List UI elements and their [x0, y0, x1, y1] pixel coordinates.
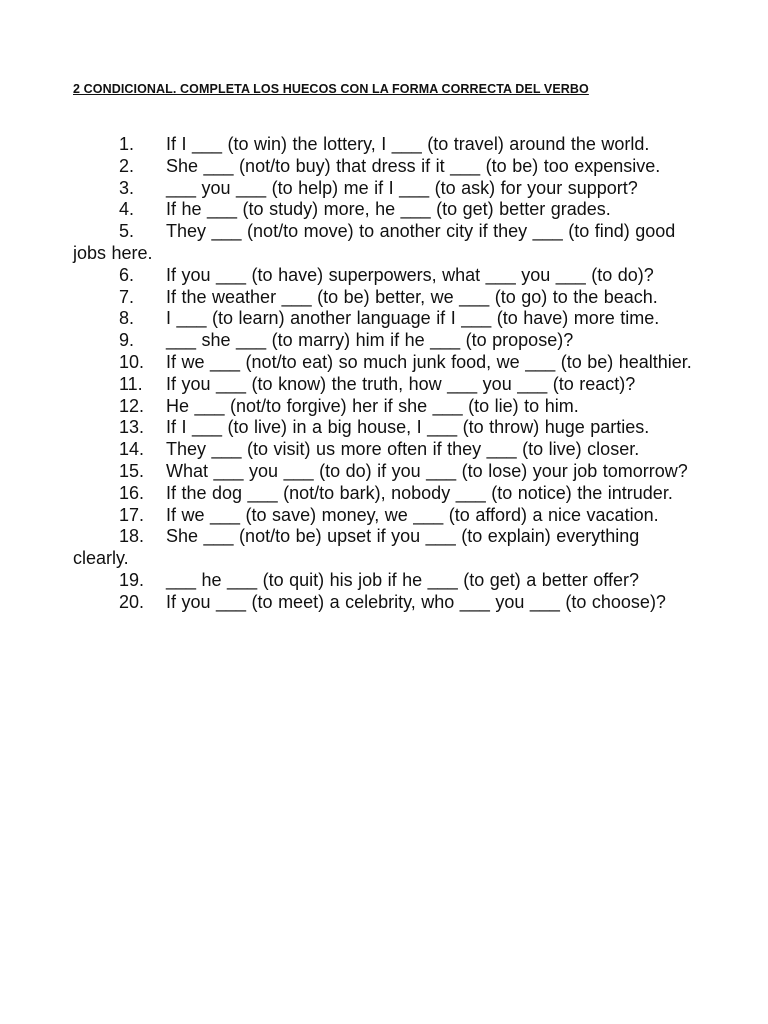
exercise-text: If you ___ (to know) the truth, how ___ you ___ (to react)?	[166, 373, 636, 394]
exercise-item	[73, 417, 695, 439]
exercise-text: If you ___ (to meet) a celebrity, who ___ you ___ (to choose)?	[166, 591, 666, 612]
exercise-item	[73, 570, 695, 592]
exercise-text: If the weather ___ (to be) better, we ___ (to go) to the beach.	[166, 286, 658, 307]
exercise-number: 17.	[119, 504, 145, 525]
exercise-number: 5.	[119, 221, 135, 242]
exercise-item	[73, 221, 695, 265]
exercise-number: 9.	[119, 330, 135, 351]
exercise-item	[73, 483, 695, 505]
exercise-item	[73, 461, 695, 483]
exercise-item	[73, 396, 695, 418]
exercise-item	[73, 199, 695, 221]
exercise-text: She ___ (not/to be) upset if you ___ (to explain) everything clearly.	[73, 526, 640, 569]
exercise-item	[73, 178, 695, 200]
exercise-text: They ___ (to visit) us more often if they ___ (to live) closer.	[166, 439, 640, 460]
exercise-number: 19.	[119, 569, 145, 590]
exercise-text: They ___ (not/to move) to another city if they ___ (to find) good jobs here.	[73, 221, 676, 263]
exercise-number: 1.	[119, 134, 135, 154]
exercise-item	[73, 374, 695, 396]
exercise-text: If I ___ (to win) the lottery, I ___ (to travel) around the world.	[166, 134, 650, 154]
exercise-text: ___ you ___ (to help) me if I ___ (to ask) for your support?	[166, 177, 638, 198]
exercise-number: 12.	[119, 395, 145, 416]
exercise-number: 6.	[119, 264, 135, 285]
exercise-item	[73, 330, 695, 352]
exercise-text: He ___ (not/to forgive) her if she ___ (to lie) to him.	[166, 395, 579, 416]
exercise-item	[73, 505, 695, 527]
exercise-number: 7.	[119, 286, 135, 307]
exercise-text: If we ___ (to save) money, we ___ (to afford) a nice vacation.	[166, 504, 659, 525]
exercise-number: 13.	[119, 417, 145, 438]
exercise-text: ___ he ___ (to quit) his job if he ___ (to get) a better offer?	[166, 569, 639, 590]
exercise-number: 2.	[119, 155, 135, 176]
exercise-item	[73, 156, 695, 178]
exercise-item	[73, 592, 695, 614]
exercise-item	[73, 526, 695, 570]
exercise-text: ___ she ___ (to marry) him if he ___ (to propose)?	[166, 330, 574, 351]
exercise-item	[73, 134, 695, 156]
exercise-number: 20.	[119, 591, 145, 612]
exercise-number: 8.	[119, 308, 135, 329]
exercise-number: 16.	[119, 482, 145, 503]
exercise-item	[73, 352, 695, 374]
exercise-text: What ___ you ___ (to do) if you ___ (to lose) your job tomorrow?	[166, 460, 688, 481]
exercise-number: 11.	[119, 373, 143, 394]
exercise-text: If the dog ___ (not/to bark), nobody ___ (to notice) the intruder.	[166, 482, 673, 503]
exercise-number: 4.	[119, 199, 135, 220]
exercise-text: She ___ (not/to buy) that dress if it ___ (to be) too expensive.	[166, 155, 661, 176]
exercise-text: If I ___ (to live) in a big house, I ___ (to throw) huge parties.	[166, 417, 650, 438]
exercise-number: 10.	[119, 351, 145, 372]
exercise-text: If you ___ (to have) superpowers, what ___ you ___ (to do)?	[166, 264, 654, 285]
exercise-text: I ___ (to learn) another language if I ___ (to have) more time.	[166, 308, 660, 329]
worksheet-title: 2 CONDICIONAL. COMPLETA LOS HUECOS CON LA FORMA CORRECTA DEL VERBO	[73, 82, 589, 96]
exercise-number: 18.	[119, 526, 145, 547]
exercise-item	[73, 308, 695, 330]
exercise-list	[73, 134, 695, 614]
exercise-number: 14.	[119, 439, 145, 460]
exercise-number: 15.	[119, 460, 145, 481]
exercise-item	[73, 439, 695, 461]
exercise-item	[73, 265, 695, 287]
exercise-text: If we ___ (not/to eat) so much junk food, we ___ (to be) healthier.	[166, 351, 692, 372]
exercise-item	[73, 287, 695, 309]
exercise-number: 3.	[119, 177, 135, 198]
exercise-text: If he ___ (to study) more, he ___ (to get) better grades.	[166, 199, 611, 220]
